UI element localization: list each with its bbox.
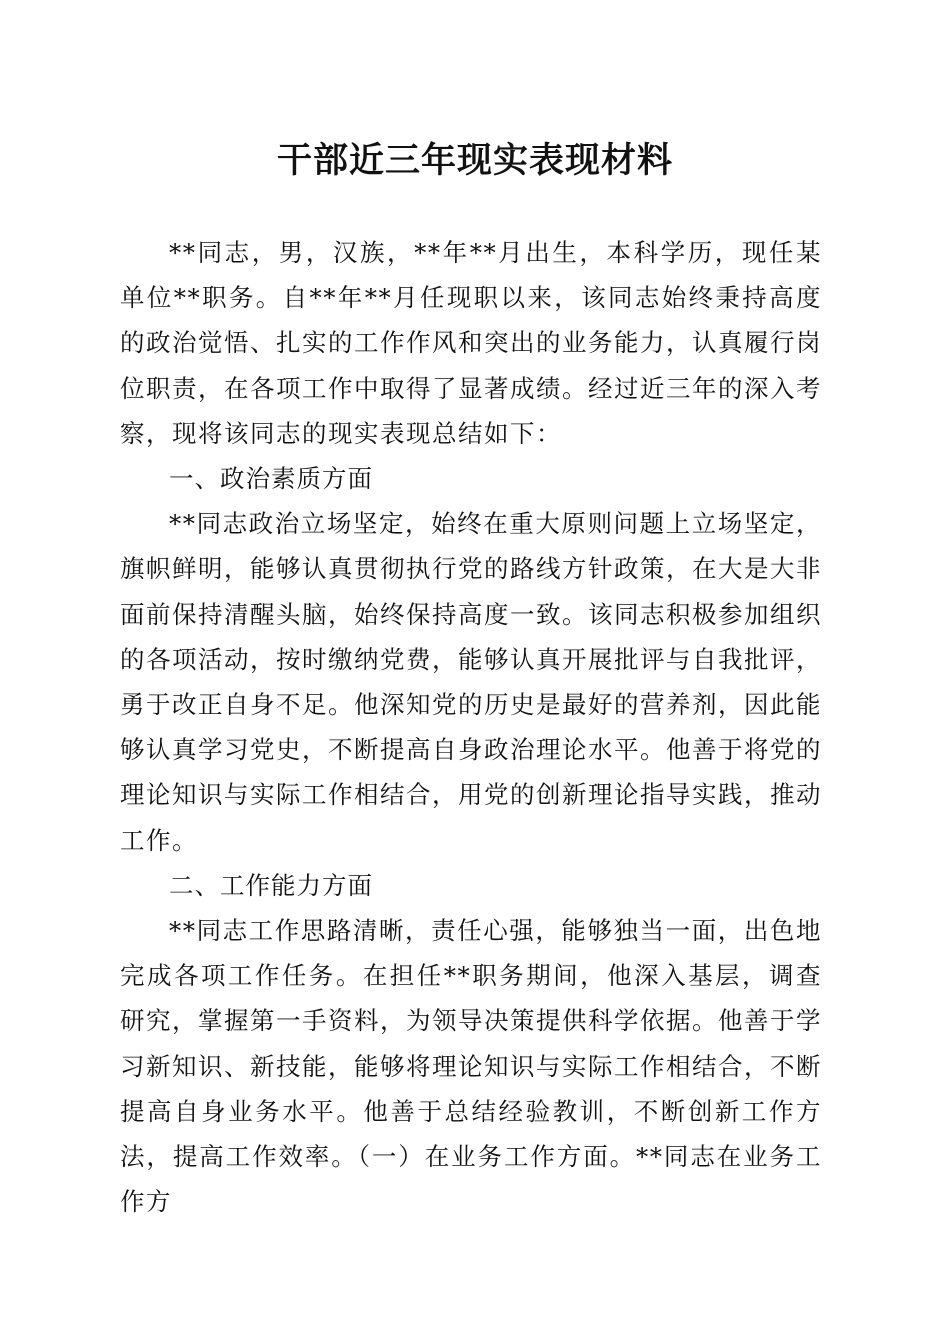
document-title: 干部近三年现实表现材料: [276, 140, 673, 181]
intro-paragraph: **同志，男，汉族，**年**月出生，本科学历，现任某单位**职务。自**年**月任现职以来，该同志始终秉持高度的政治觉悟、扎实的工作作风和突出的业务能力，认真履行岗位职责，在各项工作中取得了显著成绩。经过近三年的深入考察，现将该同志的现实表现总结如下：: [120, 238, 822, 448]
section-body-ability: **同志工作思路清晰，责任心强，能够独当一面，出色地完成各项工作任务。在担任**职务期间，他深入基层，调查研究，掌握第一手资料，为领导决策提供科学依据。他善于学习新知识、新技能，能够将理论知识与实际工作相结合，不断提高自身业务水平。他善于总结经验教训，不断创新工作方法，提高工作效率。（一）在业务工作方面。**同志在业务工作方: [120, 916, 822, 1217]
section-heading-political: 一、政治素质方面: [169, 464, 373, 494]
document-body: [120, 230, 822, 1224]
section-body-political: **同志政治立场坚定，始终在重大原则问题上立场坚定，旗帜鲜明，能够认真贯彻执行党的路线方针政策，在大是大非面前保持清醒头脑，始终保持高度一致。该同志积极参加组织的各项活动，按时缴纳党费，能够认真开展批评与自我批评，勇于改正自身不足。他深知党的历史是最好的营养剂，因此能够认真学习党史，不断提高自身政治理论水平。他善于将党的理论知识与实际工作相结合，用党的创新理论指导实践，推动工作。: [120, 509, 822, 855]
section-heading-ability: 二、工作能力方面: [169, 870, 373, 900]
